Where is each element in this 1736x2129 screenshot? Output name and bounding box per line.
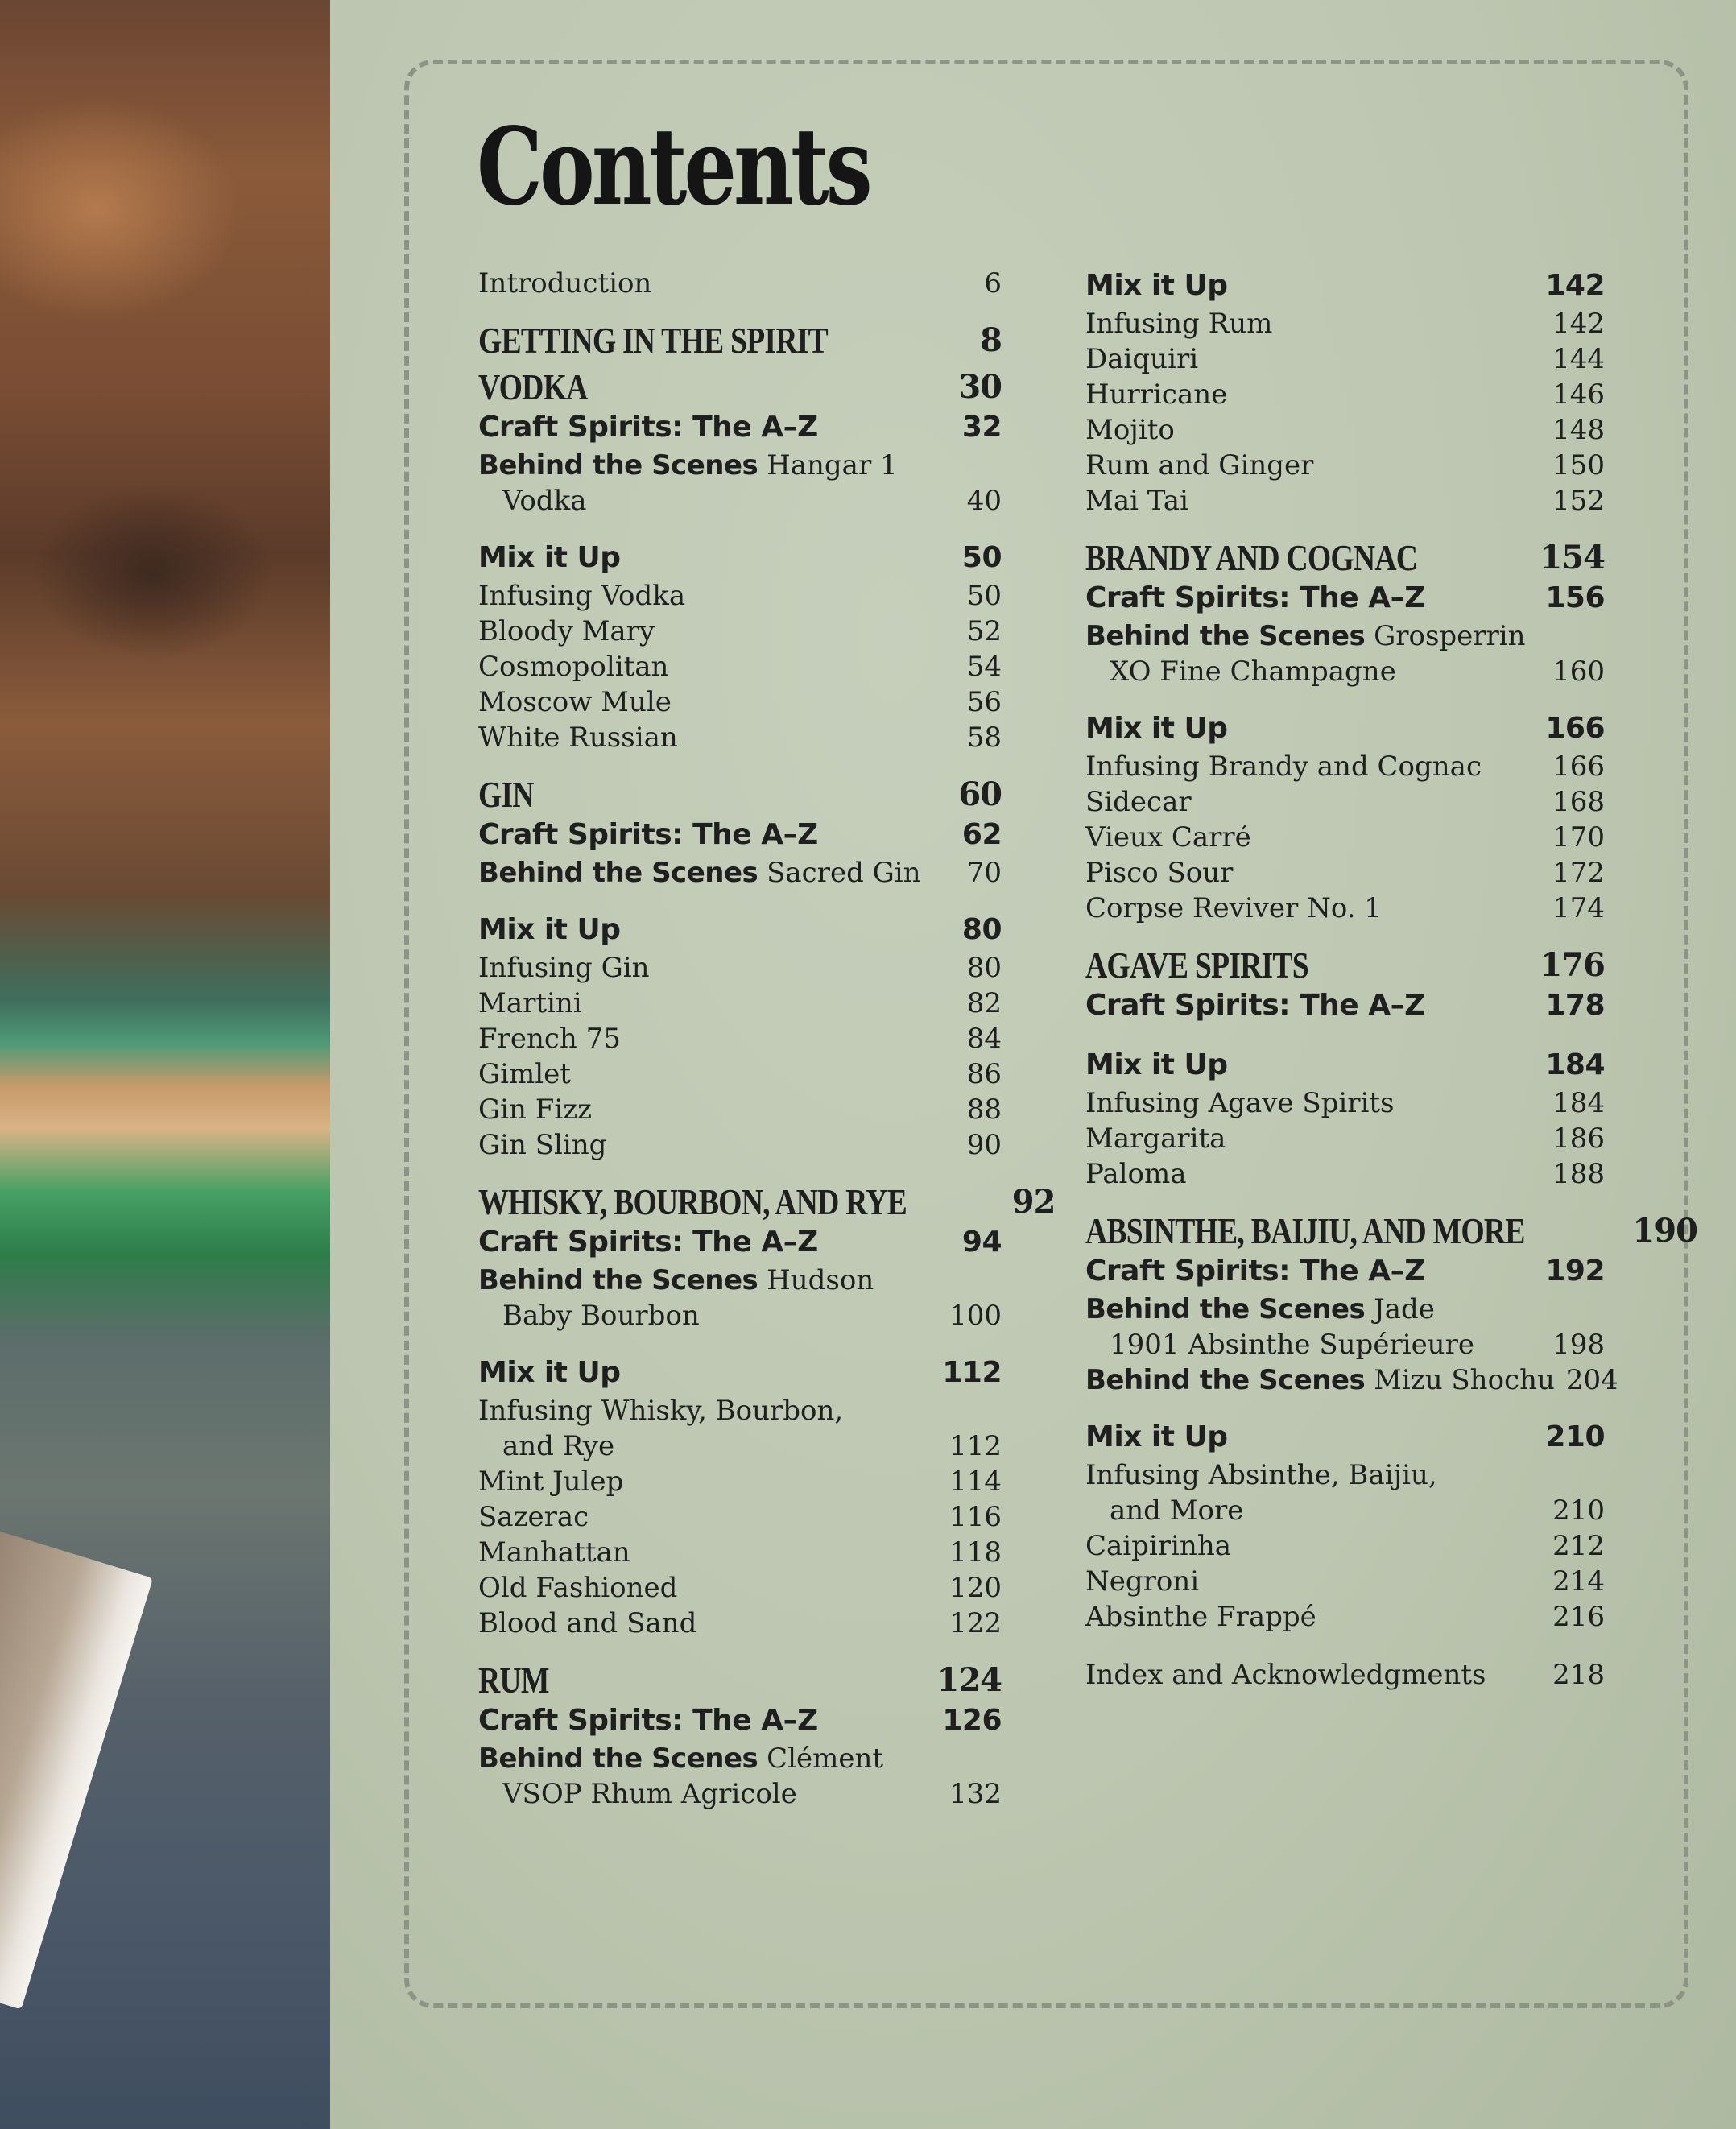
photo-blur-shape bbox=[32, 483, 274, 660]
toc-entry-title: Craft Spirits: The A–Z bbox=[1085, 989, 1425, 1022]
toc-page-number: 86 bbox=[966, 1058, 1002, 1090]
toc-page-number: 56 bbox=[966, 686, 1002, 718]
toc-entry bbox=[478, 1464, 1002, 1499]
behind-the-scenes-label: Behind the Scenes bbox=[478, 857, 758, 889]
toc-page-number: 112 bbox=[949, 1430, 1002, 1462]
toc-page-number: 212 bbox=[1552, 1530, 1605, 1562]
toc-entry bbox=[478, 1606, 1002, 1641]
toc-left-column bbox=[478, 266, 1056, 1812]
toc-entry bbox=[1085, 1251, 1605, 1292]
toc-entry-title: Hurricane bbox=[1085, 378, 1228, 411]
toc-entry bbox=[1085, 986, 1605, 1026]
toc-entry-title: Craft Spirits: The A–Z bbox=[1085, 581, 1425, 614]
toc-entry-title bbox=[1085, 1292, 1435, 1327]
toc-entry bbox=[1085, 1564, 1605, 1599]
toc-entry-title: Infusing Gin bbox=[478, 952, 650, 984]
toc-entry-title: Paloma bbox=[1085, 1158, 1187, 1190]
toc-page-number: 62 bbox=[961, 818, 1002, 851]
toc-entry-title: Sazerac bbox=[478, 1501, 589, 1533]
toc-page-number: 210 bbox=[1545, 1420, 1605, 1453]
toc-entry-title: Gin Sling bbox=[478, 1129, 607, 1161]
toc-entry bbox=[478, 1127, 1002, 1163]
toc-entry bbox=[478, 578, 1002, 614]
toc-page-number: 126 bbox=[942, 1704, 1002, 1737]
toc-entry-title: Manhattan bbox=[478, 1536, 630, 1569]
toc-entry-title: Mint Julep bbox=[478, 1465, 624, 1498]
toc-entry-title bbox=[478, 1263, 874, 1298]
toc-entry bbox=[478, 266, 1002, 301]
toc-entry-title: Craft Spirits: The A–Z bbox=[478, 1704, 818, 1737]
toc-entry-title: Bloody Mary bbox=[478, 615, 655, 647]
toc-entry bbox=[478, 483, 1002, 519]
page-title: Contents bbox=[477, 105, 870, 229]
toc-page-number: 52 bbox=[966, 615, 1002, 647]
toc-entry bbox=[478, 855, 1002, 891]
toc-entry-title: French 75 bbox=[478, 1023, 621, 1055]
toc-entry-title: Mojito bbox=[1085, 414, 1175, 446]
toc-page-number: 172 bbox=[1552, 857, 1605, 889]
toc-entry bbox=[478, 1535, 1002, 1570]
toc-page-number: 88 bbox=[966, 1093, 1002, 1126]
toc-entry-title: GIN bbox=[478, 774, 534, 815]
toc-page-number: 204 bbox=[1565, 1364, 1618, 1396]
toc-page-number: 58 bbox=[966, 721, 1002, 754]
toc-entry bbox=[478, 1660, 1002, 1701]
toc-right-column bbox=[1085, 266, 1697, 1693]
toc-page-number: 120 bbox=[949, 1572, 1002, 1604]
toc-entry-title: Index and Acknowledgments bbox=[1085, 1659, 1486, 1691]
toc-entry-title: WHISKY, BOURBON, AND RYE bbox=[478, 1181, 907, 1222]
toc-page-number: 112 bbox=[942, 1356, 1002, 1389]
toc-entry bbox=[1085, 1493, 1605, 1528]
toc-page-number: 124 bbox=[936, 1661, 1002, 1699]
toc-page-number: 94 bbox=[961, 1226, 1002, 1259]
toc-page-number: 160 bbox=[1552, 655, 1605, 688]
behind-the-scenes-label: Behind the Scenes bbox=[478, 1742, 758, 1775]
toc-page-number: 154 bbox=[1540, 539, 1605, 577]
toc-page-number: 60 bbox=[958, 775, 1002, 813]
toc-entry-title: Blood and Sand bbox=[478, 1607, 697, 1639]
toc-page-number: 152 bbox=[1552, 485, 1605, 517]
toc-entry-title bbox=[1085, 618, 1526, 654]
behind-the-scenes-label: Behind the Scenes bbox=[1085, 1364, 1366, 1396]
toc-entry-title: Mix it Up bbox=[1085, 1420, 1228, 1453]
toc-entry bbox=[478, 1428, 1002, 1464]
toc-page-number: 178 bbox=[1545, 989, 1605, 1022]
toc-entry-title: VODKA bbox=[478, 366, 588, 407]
toc-entry-title: Vieux Carré bbox=[1085, 821, 1251, 854]
toc-entry bbox=[478, 614, 1002, 649]
toc-entry bbox=[478, 1570, 1002, 1606]
toc-entry bbox=[478, 1222, 1002, 1263]
toc-entry bbox=[478, 1701, 1002, 1741]
toc-entry-title bbox=[1085, 1362, 1555, 1398]
toc-page-number: 156 bbox=[1545, 581, 1605, 614]
toc-page-number: 184 bbox=[1552, 1087, 1605, 1119]
toc-entry-title: BRANDY AND COGNAC bbox=[1085, 537, 1418, 578]
toc-entry bbox=[478, 367, 1002, 407]
toc-entry-title: Craft Spirits: The A–Z bbox=[478, 818, 818, 851]
behind-the-scenes-label: Behind the Scenes bbox=[1085, 1293, 1366, 1325]
toc-entry bbox=[1085, 341, 1605, 377]
toc-page-number: 188 bbox=[1552, 1158, 1605, 1190]
toc-entry-subject: Hudson bbox=[758, 1264, 874, 1296]
toc-page-number: 214 bbox=[1552, 1565, 1605, 1598]
toc-entry bbox=[478, 1499, 1002, 1535]
toc-entry bbox=[1085, 1417, 1605, 1457]
toc-entry bbox=[1085, 1156, 1605, 1192]
toc-page-number: 8 bbox=[980, 321, 1002, 359]
toc-page-number: 92 bbox=[1011, 1183, 1056, 1221]
toc-entry-title: Pisco Sour bbox=[1085, 857, 1234, 889]
toc-entry bbox=[478, 320, 1002, 361]
toc-page-number: 184 bbox=[1545, 1048, 1605, 1081]
toc-page-number: 50 bbox=[966, 580, 1002, 612]
toc-page-number: 176 bbox=[1540, 946, 1605, 984]
toc-page-number: 114 bbox=[949, 1465, 1002, 1498]
toc-entry-title: Old Fashioned bbox=[478, 1572, 678, 1604]
wooden-board bbox=[0, 1524, 153, 2010]
toc-page-number: 6 bbox=[984, 267, 1002, 300]
toc-page-number: 166 bbox=[1552, 750, 1605, 783]
toc-page-number: 146 bbox=[1552, 378, 1605, 411]
toc-entry bbox=[1085, 1045, 1605, 1085]
toc-entry-title bbox=[478, 448, 898, 483]
toc-entry bbox=[478, 815, 1002, 855]
toc-entry-title: and Rye bbox=[502, 1430, 615, 1462]
toc-entry-title: Mix it Up bbox=[1085, 1048, 1228, 1081]
toc-entry-title: Daiquiri bbox=[1085, 343, 1199, 375]
toc-entry bbox=[478, 1741, 1002, 1776]
toc-entry bbox=[478, 1092, 1002, 1127]
toc-entry bbox=[478, 1021, 1002, 1056]
toc-page-number: 166 bbox=[1545, 712, 1605, 745]
behind-the-scenes-label: Behind the Scenes bbox=[1085, 620, 1366, 652]
toc-entry bbox=[1085, 1210, 1697, 1251]
toc-entry bbox=[478, 950, 1002, 986]
toc-entry bbox=[1085, 538, 1605, 578]
toc-entry bbox=[1085, 1327, 1605, 1362]
toc-entry bbox=[1085, 306, 1605, 341]
toc-page-number: 54 bbox=[966, 651, 1002, 683]
toc-entry-title: Craft Spirits: The A–Z bbox=[478, 1226, 818, 1259]
toc-entry bbox=[1085, 749, 1605, 784]
toc-entry bbox=[478, 538, 1002, 578]
toc-entry-title: RUM bbox=[478, 1660, 549, 1701]
toc-entry bbox=[478, 407, 1002, 448]
toc-entry bbox=[478, 775, 1002, 815]
toc-page-number: 174 bbox=[1552, 892, 1605, 924]
toc-entry bbox=[1085, 1528, 1605, 1564]
toc-entry bbox=[478, 448, 1002, 483]
toc-entry-title: GETTING IN THE SPIRIT bbox=[478, 320, 828, 361]
toc-entry-title: Martini bbox=[478, 987, 582, 1019]
toc-entry-title: Mix it Up bbox=[478, 1356, 621, 1389]
toc-entry bbox=[478, 1353, 1002, 1393]
toc-entry bbox=[1085, 709, 1605, 749]
toc-page-number: 192 bbox=[1545, 1255, 1605, 1288]
toc-entry-title: XO Fine Champagne bbox=[1110, 655, 1396, 688]
toc-entry bbox=[1085, 654, 1605, 689]
toc-page-number: 190 bbox=[1632, 1212, 1697, 1250]
toc-entry-title: Margarita bbox=[1085, 1122, 1226, 1155]
toc-page-number: 216 bbox=[1552, 1601, 1605, 1633]
toc-entry bbox=[478, 684, 1002, 720]
toc-page-number: 100 bbox=[949, 1300, 1002, 1332]
toc-entry-title: Introduction bbox=[478, 267, 652, 300]
toc-entry-title: Sidecar bbox=[1085, 786, 1192, 818]
toc-entry-title: Mix it Up bbox=[1085, 269, 1228, 302]
toc-entry-title: Infusing Rum bbox=[1085, 308, 1273, 340]
toc-page-number: 186 bbox=[1552, 1122, 1605, 1155]
toc-page-number: 82 bbox=[966, 987, 1002, 1019]
toc-entry bbox=[1085, 1121, 1605, 1156]
toc-entry bbox=[1085, 1599, 1605, 1635]
toc-entry-title: Infusing Agave Spirits bbox=[1085, 1087, 1395, 1119]
toc-entry-title: Mix it Up bbox=[1085, 712, 1228, 745]
toc-entry bbox=[1085, 448, 1605, 483]
toc-page-number: 142 bbox=[1552, 308, 1605, 340]
toc-entry bbox=[1085, 1457, 1605, 1493]
toc-page-number: 122 bbox=[949, 1607, 1002, 1639]
toc-entry bbox=[1085, 784, 1605, 820]
toc-page-number: 198 bbox=[1552, 1329, 1605, 1361]
toc-entry-title: Mai Tai bbox=[1085, 485, 1188, 517]
toc-entry bbox=[1085, 266, 1605, 306]
toc-entry-title: Absinthe Frappé bbox=[1085, 1601, 1316, 1633]
toc-entry bbox=[478, 986, 1002, 1021]
toc-entry bbox=[478, 910, 1002, 950]
toc-page-number: 150 bbox=[1552, 449, 1605, 482]
toc-entry-title: Corpse Reviver No. 1 bbox=[1085, 892, 1382, 924]
toc-page-number: 40 bbox=[966, 485, 1002, 517]
toc-page-number: 170 bbox=[1552, 821, 1605, 854]
toc-entry-title: Infusing Brandy and Cognac bbox=[1085, 750, 1482, 783]
toc-page-number: 168 bbox=[1552, 786, 1605, 818]
toc-page-number: 118 bbox=[949, 1536, 1002, 1569]
toc-entry-title: Gimlet bbox=[478, 1058, 571, 1090]
behind-the-scenes-label: Behind the Scenes bbox=[478, 449, 758, 482]
toc-entry bbox=[1085, 891, 1605, 926]
toc-entry-title: Infusing Absinthe, Baijiu, bbox=[1085, 1459, 1437, 1491]
toc-entry-subject: Grosperrin bbox=[1365, 620, 1526, 652]
toc-entry bbox=[1085, 1657, 1605, 1693]
toc-entry bbox=[478, 1298, 1002, 1333]
toc-entry bbox=[1085, 945, 1605, 986]
cover-photo bbox=[0, 0, 330, 2129]
toc-entry bbox=[478, 1263, 1002, 1298]
toc-entry-subject: Sacred Gin bbox=[758, 857, 921, 889]
toc-entry-title: Rum and Ginger bbox=[1085, 449, 1314, 482]
toc-entry bbox=[1085, 483, 1605, 519]
toc-entry-title: Craft Spirits: The A–Z bbox=[478, 411, 818, 444]
photo-blur-shape bbox=[0, 97, 242, 322]
toc-entry-title: ABSINTHE, BAIJIU, AND MORE bbox=[1085, 1210, 1525, 1251]
toc-entry-title: Baby Bourbon bbox=[502, 1300, 700, 1332]
toc-entry bbox=[478, 649, 1002, 684]
toc-page-number: 142 bbox=[1545, 269, 1605, 302]
toc-entry-title: Mix it Up bbox=[478, 541, 621, 574]
toc-entry bbox=[478, 1393, 1002, 1428]
toc-page-number: 80 bbox=[961, 913, 1002, 946]
toc-entry bbox=[1085, 1362, 1618, 1398]
toc-page-number: 32 bbox=[961, 411, 1002, 444]
toc-entry-title: White Russian bbox=[478, 721, 678, 754]
toc-entry bbox=[478, 1056, 1002, 1092]
toc-entry-subject: Clément bbox=[758, 1742, 884, 1775]
toc-entry bbox=[1085, 820, 1605, 855]
toc-entry-title: Craft Spirits: The A–Z bbox=[1085, 1255, 1425, 1288]
toc-page-number: 148 bbox=[1552, 414, 1605, 446]
toc-entry-title bbox=[478, 855, 921, 891]
toc-page-number: 90 bbox=[966, 1129, 1002, 1161]
toc-entry bbox=[1085, 618, 1605, 654]
toc-entry bbox=[478, 720, 1002, 755]
toc-entry-subject: Hangar 1 bbox=[758, 449, 898, 482]
toc-entry bbox=[478, 1181, 1056, 1222]
toc-entry-title: Moscow Mule bbox=[478, 686, 672, 718]
toc-entry-title: 1901 Absinthe Supérieure bbox=[1110, 1329, 1474, 1361]
toc-entry bbox=[1085, 1085, 1605, 1121]
toc-entry-title: Infusing Vodka bbox=[478, 580, 686, 612]
toc-entry-subject: Jade bbox=[1365, 1293, 1435, 1325]
toc-page-number: 116 bbox=[949, 1501, 1002, 1533]
toc-entry bbox=[1085, 412, 1605, 448]
toc-page-number: 210 bbox=[1552, 1494, 1605, 1527]
toc-entry bbox=[478, 1776, 1002, 1812]
toc-page-number: 80 bbox=[966, 952, 1002, 984]
toc-page-number: 84 bbox=[966, 1023, 1002, 1055]
toc-entry-title: Negroni bbox=[1085, 1565, 1200, 1598]
toc-entry-title: Infusing Whisky, Bourbon, bbox=[478, 1395, 844, 1427]
toc-entry-title: Gin Fizz bbox=[478, 1093, 593, 1126]
toc-entry bbox=[1085, 1292, 1605, 1327]
toc-page-number: 218 bbox=[1552, 1659, 1605, 1691]
toc-page-number: 50 bbox=[961, 541, 1002, 574]
toc-entry-title: Mix it Up bbox=[478, 913, 621, 946]
toc-entry-title bbox=[478, 1741, 883, 1776]
toc-page-number: 144 bbox=[1552, 343, 1605, 375]
toc-entry-title: AGAVE SPIRITS bbox=[1085, 945, 1308, 986]
toc-entry-title: VSOP Rhum Agricole bbox=[502, 1778, 797, 1810]
behind-the-scenes-label: Behind the Scenes bbox=[478, 1264, 758, 1296]
toc-entry-title: and More bbox=[1110, 1494, 1244, 1527]
toc-entry-title: Caipirinha bbox=[1085, 1530, 1231, 1562]
toc-entry bbox=[1085, 377, 1605, 412]
toc-page-number: 132 bbox=[949, 1778, 1002, 1810]
toc-page-number: 70 bbox=[966, 857, 1002, 889]
toc-entry-title: Vodka bbox=[502, 485, 587, 517]
toc-entry bbox=[1085, 855, 1605, 891]
toc-entry bbox=[1085, 578, 1605, 618]
toc-entry-subject: Mizu Shochu bbox=[1365, 1364, 1555, 1396]
toc-page-number: 30 bbox=[958, 368, 1002, 406]
toc-entry-title: Cosmopolitan bbox=[478, 651, 669, 683]
